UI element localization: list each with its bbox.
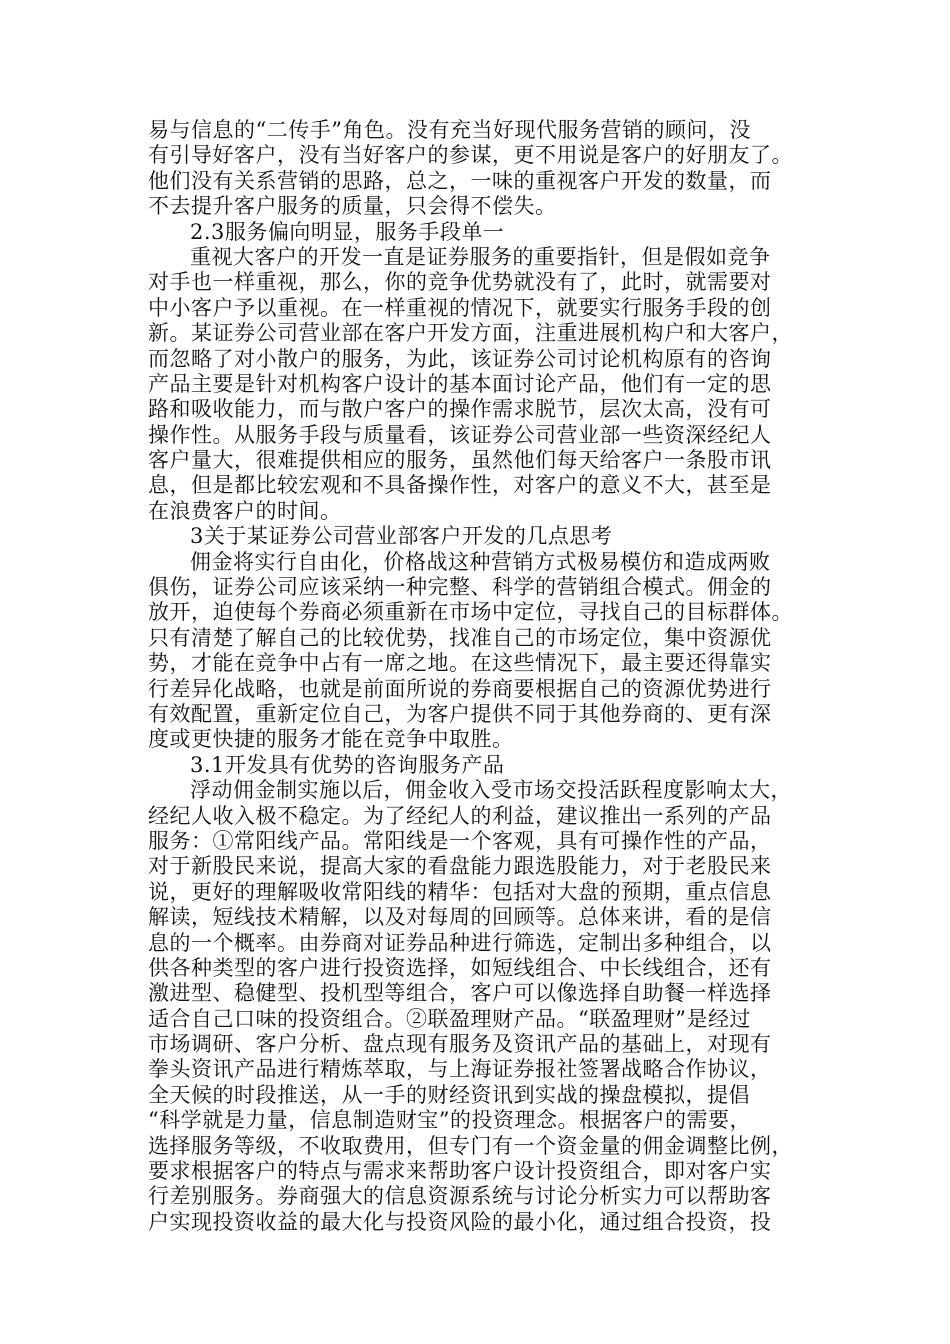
text-line: 息的一个概率。由券商对证券品种进行筛选，定制出多种组合，以: [148, 930, 772, 955]
text-line: 要求根据客户的特点与需求来帮助客户设计投资组合，即对客户实: [148, 1159, 772, 1184]
text-line: 拳头资讯产品进行精炼萃取，与上海证券报社签署战略合作协议，: [148, 1057, 772, 1082]
text-line: 放开，迫使每个券商必须重新在市场中定位，寻找自己的目标群体。: [148, 600, 793, 625]
text-line: 全天候的时段推送，从一手的财经资讯到实战的操盘模拟，提倡: [148, 1082, 750, 1107]
text-line: 有引导好客户，没有当好客户的参谋，更不用说是客户的好朋友了。: [148, 143, 793, 168]
paragraph-start-line: 浮动佣金制实施以后，佣金收入受市场交投活跃程度影响太大，: [190, 778, 792, 803]
paragraph-start-line: 佣金将实行自由化，价格战这种营销方式极易模仿和造成两败: [190, 549, 771, 574]
text-line: 新。某证券公司营业部在客户开发方面，注重进展机构户和大客户，: [148, 321, 793, 346]
text-line: 行差别服务。券商强大的信息资源系统与讨论分析实力可以帮助客: [148, 1184, 772, 1209]
text-line: 供各种类型的客户进行投资选择，如短线组合、中长线组合，还有: [148, 955, 772, 980]
text-line: 激进型、稳健型、投机型等组合，客户可以像选择自助餐一样选择: [148, 981, 772, 1006]
paragraph-start-line: 重视大客户的开发一直是证券服务的重要指针，但是假如竞争: [190, 244, 771, 269]
paragraph-start-line: 2.3服务偏向明显，服务手段单一: [190, 219, 505, 244]
text-line: 适合自己口味的投资组合。②联盈理财产品。“联盈理财”是经过: [148, 1006, 751, 1031]
text-line: 易与信息的“二传手”角色。没有充当好现代服务营销的顾问，没: [148, 118, 751, 142]
text-line: 解读，短线技术精解，以及对每周的回顾等。总体来讲，看的是信: [148, 905, 772, 930]
text-line: 说，更好的理解吸收常阳线的精华：包括对大盘的预期，重点信息: [148, 879, 772, 904]
text-line: 选择服务等级，不收取费用，但专门有一个资金量的佣金调整比例，: [148, 1133, 793, 1158]
text-line: 服务：①常阳线产品。常阳线是一个客观，具有可操作性的产品，: [148, 828, 772, 853]
text-line: 俱伤，证券公司应该采纳一种完整、科学的营销组合模式。佣金的: [148, 575, 772, 600]
text-line: 度或更快捷的服务才能在竞争中取胜。: [148, 727, 514, 752]
text-line: 客户量大，很难提供相应的服务，虽然他们每天给客户一条股市讯: [148, 448, 772, 473]
text-line: 操作性。从服务手段与质量看，该证券公司营业部一些资深经纪人: [148, 422, 772, 447]
text-line: 路和吸收能力，而与散户客户的操作需求脱节，层次太高，没有可: [148, 397, 772, 422]
text-line: 经纪人收入极不稳定。为了经纪人的利益，建议推出一系列的产品: [148, 803, 772, 828]
text-line: 而忽略了对小散户的服务，为此，该证券公司讨论机构原有的咨询: [148, 346, 772, 371]
document-page: [148, 118, 808, 1235]
text-line: 在浪费客户的时间。: [148, 498, 342, 523]
text-line: 对于新股民来说，提高大家的看盘能力跟选股能力，对于老股民来: [148, 854, 772, 879]
paragraph-start-line: 3.1开发具有优势的咨询服务产品: [190, 752, 505, 777]
text-line: 他们没有关系营销的思路，总之，一味的重视客户开发的数量，而: [148, 168, 772, 193]
text-line: 产品主要是针对机构客户设计的基本面讨论产品，他们有一定的思: [148, 371, 772, 396]
paragraph-start-line: 3关于某证券公司营业部客户开发的几点思考: [190, 524, 613, 549]
text-line: 市场调研、客户分析、盘点现有服务及资讯产品的基础上，对现有: [148, 1032, 772, 1057]
text-line: 只有清楚了解自己的比较优势，找准自己的市场定位，集中资源优: [148, 625, 772, 650]
text-line: 有效配置，重新定位自己，为客户提供不同于其他券商的、更有深: [148, 701, 772, 726]
text-line: 不去提升客户服务的质量，只会得不偿失。: [148, 194, 557, 219]
text-line: 中小客户予以重视。在一样重视的情况下，就要实行服务手段的创: [148, 295, 772, 320]
text-line: 息，但是都比较宏观和不具备操作性，对客户的意义不大，甚至是: [148, 473, 772, 498]
text-line: 户实现投资收益的最大化与投资风险的最小化，通过组合投资，投: [148, 1209, 772, 1234]
text-line: 行差异化战略，也就是前面所说的券商要根据自己的资源优势进行: [148, 676, 772, 701]
text-line: “科学就是力量，信息制造财宝”的投资理念。根据客户的需要，: [148, 1108, 751, 1133]
text-line: 对手也一样重视，那么，你的竞争优势就没有了，此时，就需要对: [148, 270, 772, 295]
text-line: 势，才能在竞争中占有一席之地。在这些情况下，最主要还得靠实: [148, 651, 772, 676]
